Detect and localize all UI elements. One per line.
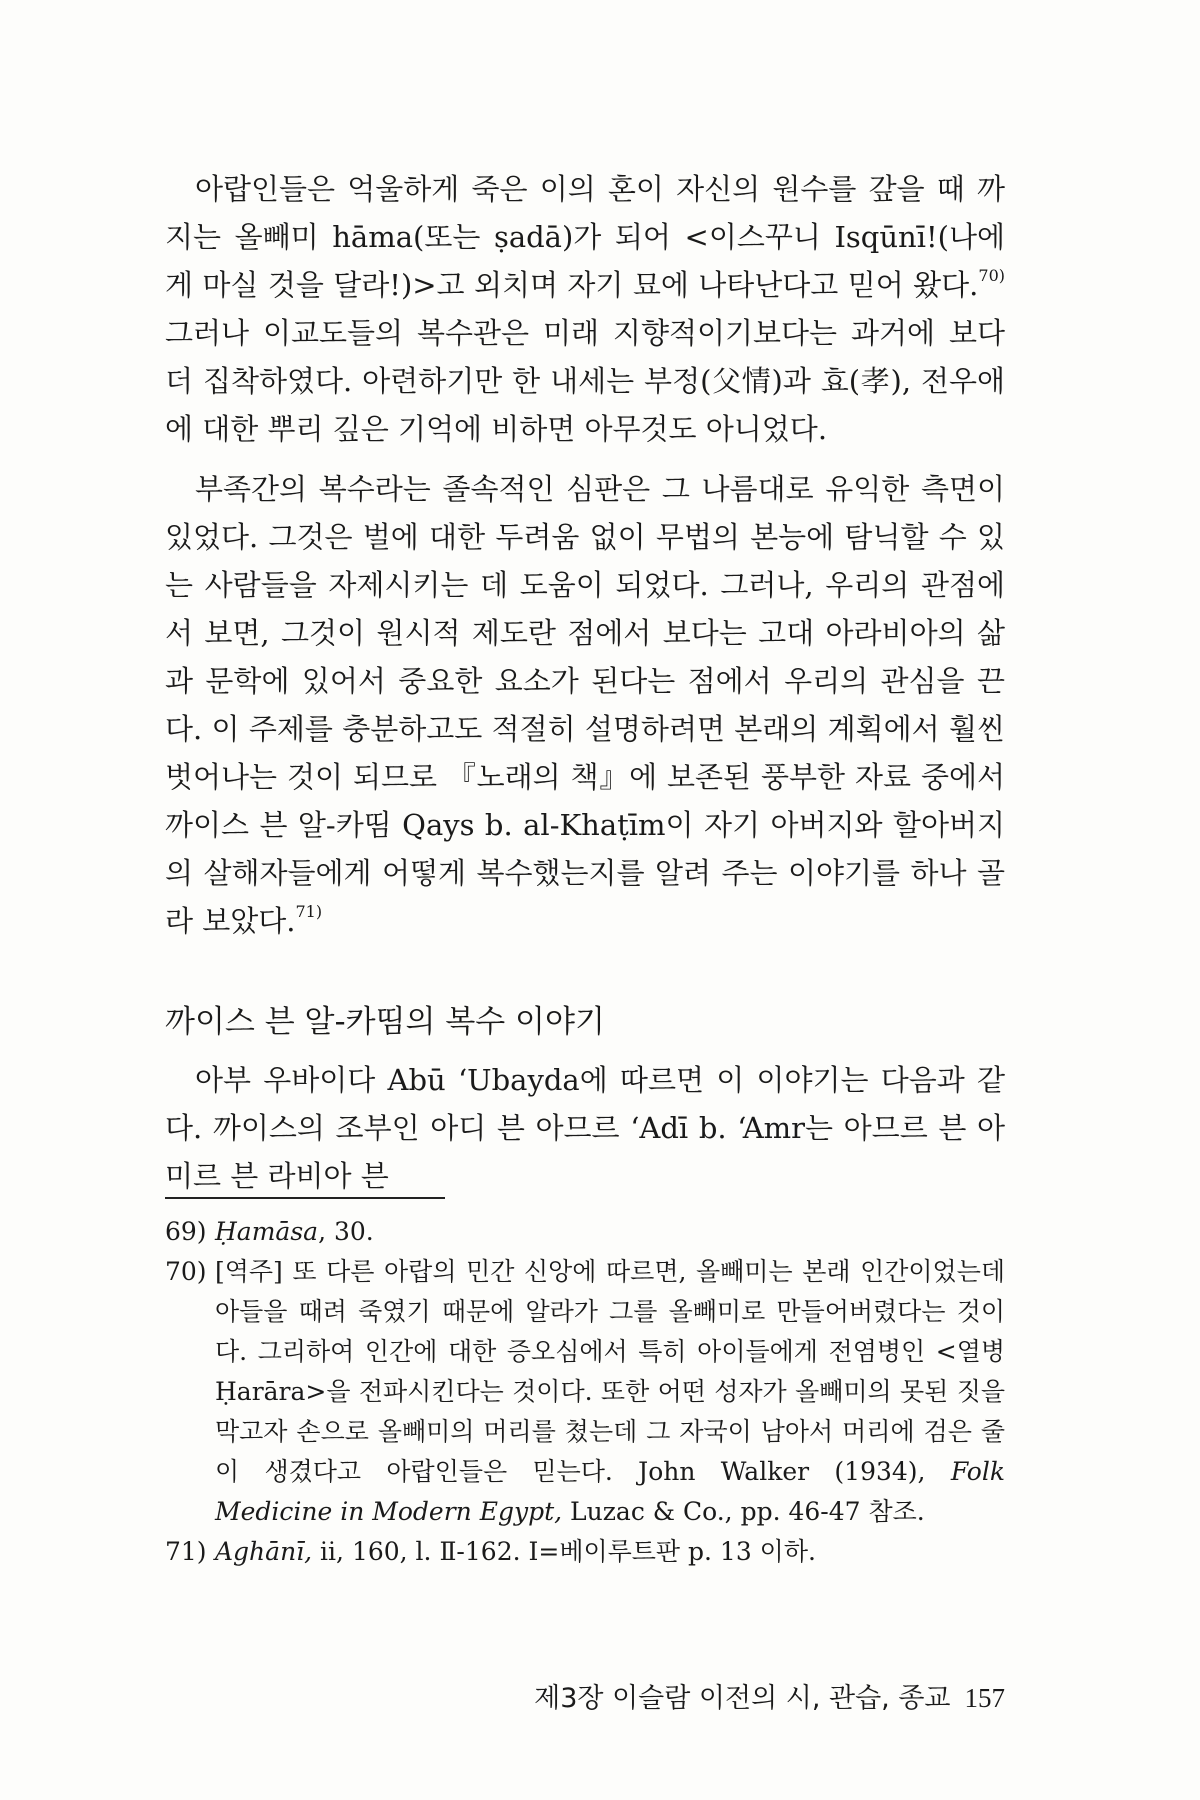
page-number: 157 [964,1683,1005,1713]
footnote-text: ii, 160, l. Ⅱ-162. I=베이루트판 p. 13 이하. [312,1537,816,1566]
footnote-text: [역주] 또 다른 아랍의 민간 신앙에 따르면, 올빼미는 본래 인간이었는데 아들을 때려 죽였기 때문에 알라가 그를 올빼미로 만들어버렸다는 것이다. 그리하여 인간에 대한 증오심에서 특히 아이들에게 전염병인 <열병 Ḥarāra>을 전파시킨다는 것이다. 또한 어떤 성자가 올빼미의 못된 짓을 막고자 손으로 올빼미의 머리를 쳤는데 그 자국이 남아서 머리에 검은 줄이 생겼다고 아랍인들은 믿는다. John Walker (1934), [215,1257,1005,1486]
footnotes [165,1212,1005,1572]
main-text [165,165,1005,945]
paragraph-2 [165,465,1005,945]
footnote-ref-71[interactable]: 71) [295,902,323,921]
footnote-number: 69) [165,1217,207,1246]
footnote-text-tail: Luzac & Co., pp. 46-47 참조. [562,1497,925,1526]
footnote-70 [165,1252,1005,1532]
paragraph-1-text-a: 아랍인들은 억울하게 죽은 이의 혼이 자신의 원수를 갚을 때 까지는 올빼미 hāma(또는 ṣadā)가 되어 <이스꾸니 Isqūnī!(나에게 마실 것을 달라!)>고 외치며 자기 묘에 나타난다고 믿어 왔다. [165,172,1005,302]
footnote-number: 70) [165,1257,207,1286]
footnote-source-title: Folk Medicine in Modern Egypt, [215,1457,1005,1526]
footnote-source-title: Aghānī, [215,1537,313,1566]
paragraph-1 [165,165,1005,453]
footnote-text: , 30. [318,1217,374,1246]
section-heading: 까이스 븐 알-카띰의 복수 이야기 [165,1004,605,1040]
footnote-source-title: Ḥamāsa [215,1217,319,1246]
footnote-69 [165,1212,1005,1252]
footnote-number: 71) [165,1537,207,1566]
footnote-ref-70[interactable]: 70) [978,266,1005,285]
chapter-running-head: 제3장 이슬람 이전의 시, 관습, 종교 [534,1683,951,1714]
footnote-71 [165,1532,1005,1572]
paragraph-2-text: 부족간의 복수라는 졸속적인 심판은 그 나름대로 유익한 측면이 있었다. 그것은 벌에 대한 두려움 없이 무법의 본능에 탐닉할 수 있는 사람들을 자제시키는 데 도움이 되었다. 그러나, 우리의 관점에서 보면, 그것이 원시적 제도란 점에서 보다는 고대 아라비아의 삶과 문학에 있어서 중요한 요소가 된다는 점에서 우리의 관심을 끈다. 이 주제를 충분하고도 적절히 설명하려면 본래의 계획에서 훨씬 벗어나는 것이 되므로 『노래의 책』에 보존된 풍부한 자료 중에서 까이스 븐 알-카띰 Qays b. al-Khaṭīm이 자기 아버지와 할아버지의 살해자들에게 어떻게 복수했는지를 알려 주는 이야기를 하나 골라 보았다. [165,472,1005,938]
footnote-divider [165,1197,445,1199]
section-paragraph: 아부 우바이다 Abū ‘Ubayda에 따르면 이 이야기는 다음과 같다. 까이스의 조부인 아디 븐 아므르 ‘Adī b. ‘Amr는 아므르 븐 아미르 븐 라비아 븐 [165,1063,1005,1193]
paragraph-1-text-b: 그러나 이교도들의 복수관은 미래 지향적이기보다는 과거에 보다 더 집착하였다. 아련하기만 한 내세는 부정(父情)과 효(孝), 전우애에 대한 뿌리 깊은 기억에 비하면 아무것도 아니었다. [165,316,1005,446]
story-section [165,1002,1005,1200]
running-footer [165,1680,1005,1717]
